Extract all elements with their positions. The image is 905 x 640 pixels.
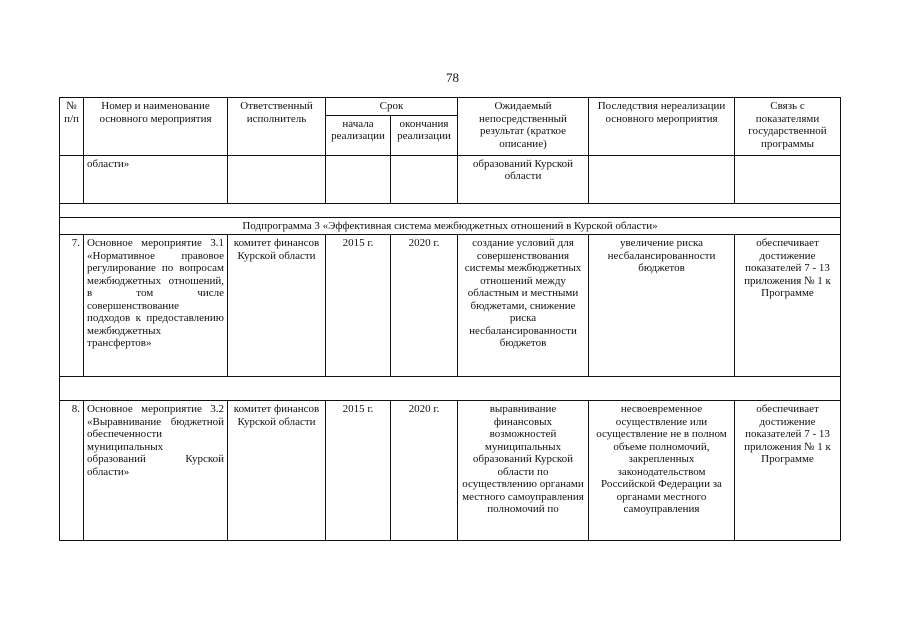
row-link: обеспечивает достижение показателей 7 - 13 приложения № 1 к Программе [735,401,841,541]
header-row [60,98,841,116]
row-result: выравнивание финансовых возможностей муниципальных образований Курской области по осуществлению органами местного самоуправления полномочий по [458,401,589,541]
header-link: Связь с показателями государственной программы [735,98,841,156]
row-end: 2020 г. [391,401,458,541]
continuation-row [60,155,841,203]
row-start: 2015 г. [326,401,391,541]
header-end: окончания реализации [391,115,458,155]
row-num: 8. [60,401,84,541]
row-executor: комитет финансов Курской области [228,235,326,377]
table-row [60,235,841,377]
row-name: Основное мероприятие 3.1 «Нормативное правовое регулирование по вопросам межбюджетных отношений, в том числе совершенствование подходов к предоставлению межбюджетных трансфертов» [84,235,228,377]
table-row [60,401,841,541]
continuation-name: области» [84,155,228,203]
row-end: 2020 г. [391,235,458,377]
row-consequences: увеличение риска несбалансированности бюджетов [589,235,735,377]
subprogram-title: Подпрограмма 3 «Эффективная система межбюджетных отношений в Курской области» [60,217,841,235]
row-num: 7. [60,235,84,377]
header-executor: Ответственный исполнитель [228,98,326,156]
continuation-result: образований Курской области [458,155,589,203]
spacer-row [60,377,841,401]
header-term: Срок [326,98,458,116]
header-result: Ожидаемый непосредственный результат (краткое описание) [458,98,589,156]
page-number: 78 [446,70,459,85]
row-result: создание условий для совершенствования системы межбюджетных отношений между областным и местными бюджетами, снижение риска несбалансированности бюджетов [458,235,589,377]
row-name: Основное мероприятие 3.2 «Выравнивание бюджетной обеспеченности муниципальных образований Курской области» [84,401,228,541]
header-num: № п/п [60,98,84,156]
activities-table [59,97,841,541]
header-consequences: Последствия нереализации основного мероприятия [589,98,735,156]
row-start: 2015 г. [326,235,391,377]
row-consequences: несвоевременное осуществление или осуществление не в полном объеме полномочий, закрепленных законодательством Российской Федерации за органами местного самоуправления [589,401,735,541]
header-start: начала реализации [326,115,391,155]
row-executor: комитет финансов Курской области [228,401,326,541]
row-link: обеспечивает достижение показателей 7 - 13 приложения № 1 к Программе [735,235,841,377]
header-name: Номер и наименование основного мероприятия [84,98,228,156]
spacer-row [60,203,841,217]
subprogram-row [60,217,841,235]
